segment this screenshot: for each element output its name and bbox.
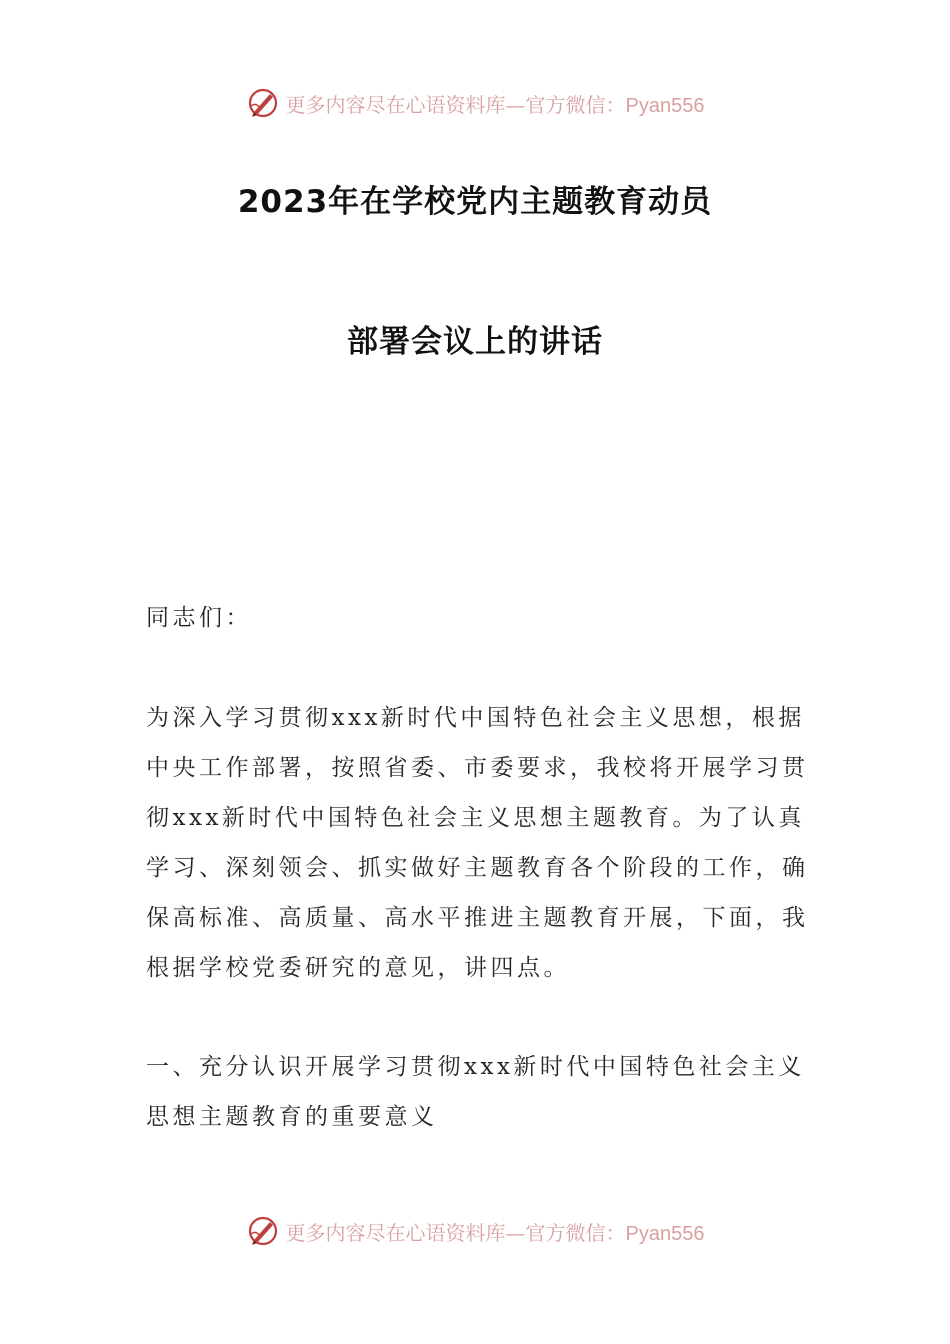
pen-circle-logo-icon <box>246 86 280 120</box>
watermark-text: 更多内容尽在心语资料库—官方微信：Pyan556 <box>285 92 705 117</box>
pen-circle-logo-icon <box>246 1214 280 1248</box>
watermark-wechat-id: Pyan556 <box>625 1222 705 1245</box>
salutation: 同志们： <box>146 605 252 631</box>
document-title-line2: 部署会议上的讲话 <box>347 324 603 360</box>
watermark-text: 更多内容尽在心语资料库—官方微信：Pyan556 <box>285 1220 705 1245</box>
header-watermark <box>0 83 950 123</box>
body-paragraph: 为深入学习贯彻xxx新时代中国特色社会主义思想，根据中央工作部署，按照省委、市委要求，我校将开展学习贯彻xxx新时代中国特色社会主义思想主题教育。为了认真学习、深刻领会、抓实做好主题教育各个阶段的工作，确保高标准、高质量、高水平推进主题教育开展，下面，我根据学校党委研究的意见，讲四点。 <box>146 705 809 981</box>
document-title-line1: 2023年在学校党内主题教育动员 <box>237 184 713 220</box>
section-heading: 一、充分认识开展学习贯彻xxx新时代中国特色社会主义思想主题教育的重要意义 <box>146 1054 805 1130</box>
watermark-wechat-id: Pyan556 <box>625 94 705 117</box>
footer-watermark <box>0 1211 950 1251</box>
